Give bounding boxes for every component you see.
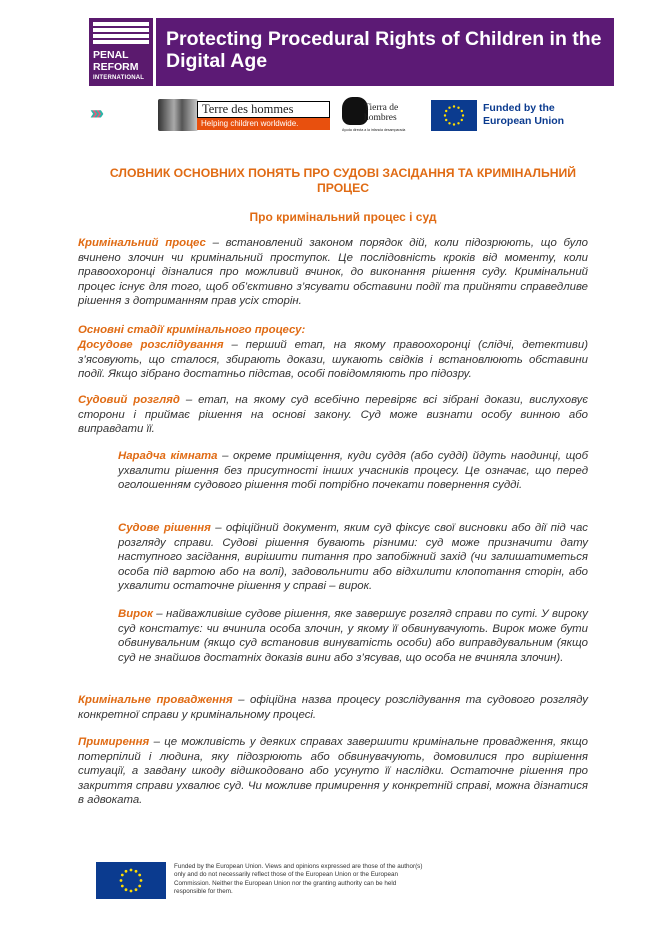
stages-heading: Основні стадії кримінального процесу:	[78, 324, 306, 336]
entry-term: Досудове розслідування	[78, 339, 224, 351]
entry-text: – це можливість у деяких справах завершити кримінальне провадження, якщо потерпілий і людина, яку підозрюють або обвинувачують, домовилися про вирішення ситуації, а завдану шкоду відшкодовано або усунуто її наслідки. Остаточне рішення про закриття справи ухвалює суд. Чи можливе примирення у конкретній справі, можна дізнатися в адвоката.	[78, 736, 588, 806]
eu-funding-label	[483, 102, 573, 128]
document-title: СЛОВНИК ОСНОВНИХ ПОНЯТЬ ПРО СУДОВІ ЗАСІДАННЯ ТА КРИМІНАЛЬНИЙ ПРОЦЕС	[109, 166, 577, 195]
terre-des-hommes-logo	[197, 101, 330, 129]
logo-stripes	[93, 22, 149, 44]
eu-funding-text: Funded by the European Union	[483, 102, 565, 127]
entry-text: – офіційний документ, яким суд фіксує свої висновки або дії під час розгляду справи. Судові рішення бувають різними: суд може призначити дату наступного засідання, вирішити питання про запобіжний захід (чи залишатиметься особа під вартою або на волі), задовольнити або відхилити клопотання сторін, або ухвалити остаточне рішення у справі – вирок.	[118, 522, 588, 592]
entry-text: – перший етап, на якому правоохоронці (слідчі, детективи) з’ясовують, що сталося, збирають докази, шукають свідків і встановлюють обставини події. Якщо зібрано достатньо підстав, особі повідомляють про підозру.	[78, 339, 588, 380]
logo-line-2: REFORM	[93, 60, 139, 73]
partner-photo-icon	[158, 99, 198, 131]
tierra-line-2: hombres	[364, 113, 397, 123]
footer-disclaimer: Funded by the European Union. Views and opinions expressed are those of the author(s) only and do not necessarily reflect those of the European Union or the European Commission. Neither the European Union nor the granting authority can be held responsible for them.	[174, 863, 423, 896]
entry-text: – встановлений законом порядок дій, коли підозрюють, що було вчинено злочин чи кримінальний проступок. Це послідовність кроків від моменту, коли правоохоронці дізналися про можливий вчинок, до виконання рішення суду. Кримінальний процес існує для того, щоб об’єктивно з’ясувати обставини події та прийняти справедливе рішення з дотриманням прав усіх сторін.	[78, 237, 588, 307]
entry-term: Примирення	[78, 736, 150, 748]
entry-text: – найважливіше судове рішення, яке завершує розгляд справи по суті. У вироку суд констатує: чи вчинила особа злочин, у якому її обвинувачують. Вирок може бути обвинувальним (якщо суд встановив винуватість особи) або виправдувальним (якщо суд не знайшов достатніх доказів вини або з’ясував, що особа не вчиняла злочин).	[118, 608, 588, 664]
entry-trial	[78, 393, 588, 437]
document-subtitle: Про кримінальний процес і суд	[249, 210, 437, 224]
entry-term: Кримінальне провадження	[78, 694, 233, 706]
entry-text: – офіційна назва процесу розслідування та судового розгляду конкретної справи у кримінальному процесі.	[78, 694, 588, 721]
penal-reform-logo	[89, 18, 153, 86]
logo-line-1: PENAL	[93, 49, 129, 61]
entry-criminal-proceedings	[78, 693, 588, 722]
tierra-de-hombres-logo	[342, 97, 414, 135]
entry-deliberation-room	[118, 449, 588, 493]
entry-text: – окреме приміщення, куди суддя (або судді) йдуть наодинці, щоб ухвалити рішення без присутності інших учасників процесу. Це означає, що перед оголошенням судового рішення тобі потрібно почекати повернення судді.	[118, 450, 589, 491]
entry-term: Судове рішення	[118, 522, 211, 534]
footer-eu-flag-icon	[96, 862, 166, 899]
logo-line-3: INTERNATIONAL	[93, 75, 145, 81]
tdh-tagline: Helping children worldwide.	[197, 118, 330, 130]
entry-court-decision	[118, 521, 588, 594]
entry-reconciliation	[78, 735, 588, 808]
arrows-logo-icon: ›››››	[90, 103, 100, 123]
entry-verdict	[118, 607, 588, 665]
entry-pretrial-investigation	[78, 338, 588, 382]
eu-flag-icon	[431, 100, 477, 131]
entry-term: Вирок	[118, 608, 153, 620]
tierra-line-1: Tierra de	[364, 103, 399, 113]
tdh-name: Terre des hommes	[197, 101, 330, 118]
entry-term: Судовий розгляд	[78, 394, 180, 406]
entry-term: Нарадча кімната	[118, 450, 218, 462]
tierra-tagline: Ayuda directa a la infancia desamparada	[342, 128, 406, 132]
project-title: Protecting Procedural Rights of Children in the Digital Age	[166, 28, 602, 72]
entry-term: Кримінальний процес	[78, 237, 206, 249]
entry-text: – етап, на якому суд всебічно перевіряє всі зібрані докази, вислуховує сторони і приймає рішення на основі закону. Суд може визнати особу винною або виправдати її.	[78, 394, 588, 435]
entry-criminal-process	[78, 236, 588, 309]
